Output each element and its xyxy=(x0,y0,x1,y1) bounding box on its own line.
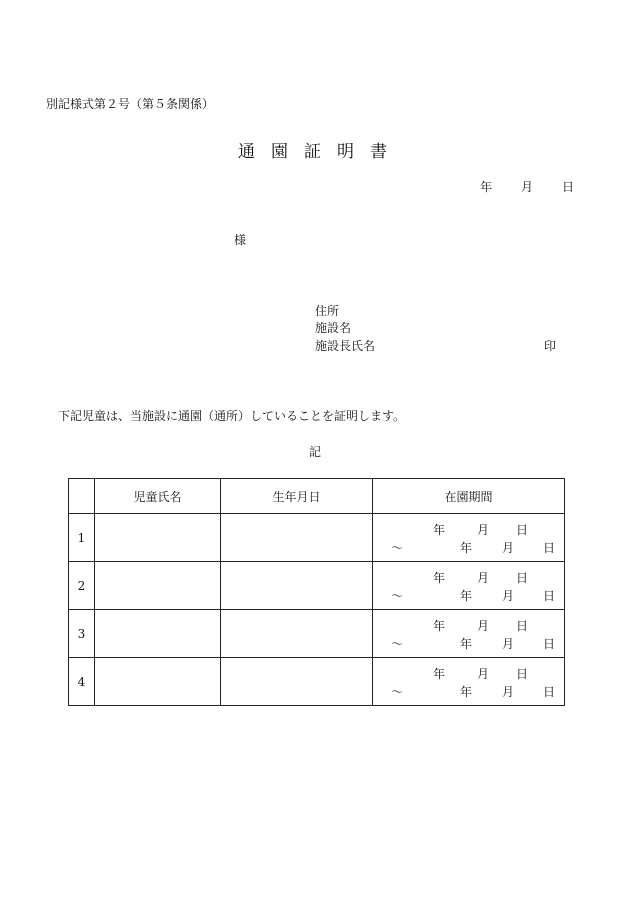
period-to-month: 月 xyxy=(502,685,515,699)
child-name-cell[interactable] xyxy=(95,514,221,562)
table-row xyxy=(69,658,565,706)
child-name-cell[interactable] xyxy=(95,610,221,658)
period-to-day: 日 xyxy=(543,685,556,699)
certification-statement: 下記児童は、当施設に通園（通所）していることを証明します。 xyxy=(58,409,406,423)
document-title: 通園証明書 xyxy=(238,142,403,162)
header-enrollment-period: 在園期間 xyxy=(373,479,565,514)
period-from-year: 年 xyxy=(433,523,446,537)
child-name-cell[interactable] xyxy=(95,658,221,706)
row-number: 3 xyxy=(69,610,95,658)
birth-date-cell[interactable] xyxy=(221,610,373,658)
birth-date-cell[interactable] xyxy=(221,514,373,562)
period-to-month: 月 xyxy=(502,637,515,651)
seal-mark: 印 xyxy=(544,339,557,353)
period-from-month: 月 xyxy=(477,619,490,633)
period-to-day: 日 xyxy=(543,541,556,555)
table-header-row xyxy=(69,479,565,514)
row-number: 4 xyxy=(69,658,95,706)
period-to-year: 年 xyxy=(460,541,473,555)
ki-heading: 記 xyxy=(309,445,322,459)
issuer-facility-label: 施設名 xyxy=(315,321,352,335)
period-from-month: 月 xyxy=(477,523,490,537)
birth-date-cell[interactable] xyxy=(221,658,373,706)
period-tilde: ～ xyxy=(391,637,404,651)
period-to-day: 日 xyxy=(543,589,556,603)
table-row xyxy=(69,610,565,658)
period-tilde: ～ xyxy=(391,589,404,603)
table-row xyxy=(69,562,565,610)
issue-date-year-label: 年 xyxy=(480,180,493,194)
period-from-year: 年 xyxy=(433,667,446,681)
period-to-year: 年 xyxy=(460,637,473,651)
issuer-head-label: 施設長氏名 xyxy=(315,339,376,353)
issue-date-day-label: 日 xyxy=(562,180,575,194)
period-from-day: 日 xyxy=(516,571,529,585)
birth-date-cell[interactable] xyxy=(221,562,373,610)
table-row xyxy=(69,514,565,562)
period-from-day: 日 xyxy=(516,619,529,633)
row-number: 2 xyxy=(69,562,95,610)
addressee-suffix: 様 xyxy=(234,233,247,247)
period-from-month: 月 xyxy=(477,667,490,681)
header-child-name: 児童氏名 xyxy=(95,479,221,514)
enrollment-period-cell[interactable] xyxy=(373,658,565,706)
period-from-year: 年 xyxy=(433,619,446,633)
period-to-year: 年 xyxy=(460,685,473,699)
period-to-month: 月 xyxy=(502,541,515,555)
period-from-month: 月 xyxy=(477,571,490,585)
header-birth-date: 生年月日 xyxy=(221,479,373,514)
header-number xyxy=(69,479,95,514)
enrollment-period-cell[interactable] xyxy=(373,610,565,658)
row-number: 1 xyxy=(69,514,95,562)
enrollment-table xyxy=(68,478,565,706)
form-number: 別記様式第２号（第５条関係） xyxy=(46,97,215,111)
period-tilde: ～ xyxy=(391,685,404,699)
period-to-month: 月 xyxy=(502,589,515,603)
issue-date-month-label: 月 xyxy=(521,180,534,194)
issuer-address-label: 住所 xyxy=(315,304,340,318)
period-tilde: ～ xyxy=(391,541,404,555)
enrollment-period-cell[interactable] xyxy=(373,562,565,610)
enrollment-period-cell[interactable] xyxy=(373,514,565,562)
period-to-year: 年 xyxy=(460,589,473,603)
period-from-day: 日 xyxy=(516,667,529,681)
period-from-day: 日 xyxy=(516,523,529,537)
child-name-cell[interactable] xyxy=(95,562,221,610)
period-from-year: 年 xyxy=(433,571,446,585)
period-to-day: 日 xyxy=(543,637,556,651)
